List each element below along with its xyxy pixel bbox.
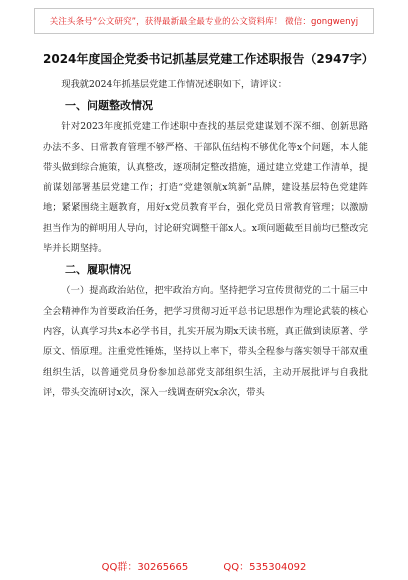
section-body-duties: （一）提高政治站位，把牢政治方向。坚持把学习宣传贯彻党的二十届三中全会精神作为首要政治任务，把学习贯彻习近平总书记思想作为理论武装的核心内容，认真学习共x本必学书目，扎实开展为期x天读书班，真正做到读原著、学原文、悟原理。注重党性锤炼，坚持以上率下，带头全程参与落实领导干部双重组织生活，以普通党员身份参加总部党支部组织生活，主动开展批评与自我批评，带头交流研讨x次，深入一线调查研究x余次，带头	[43, 285, 368, 398]
document-page	[43, 50, 374, 403]
banner-text: 关注头条号“公文研究”，获得最新最全最专业的公文资料库！ 微信：gongwenyj	[49, 17, 359, 27]
footer-contact	[0, 558, 408, 573]
document-title: 2024年度国企党委书记抓基层党建工作述职报告（2947字）	[43, 52, 374, 66]
header-banner	[34, 8, 374, 34]
footer-qq-group: QQ群：30265665	[101, 562, 189, 573]
intro-paragraph: 现我就2024年抓基层党建工作情况述职如下，请评议：	[61, 79, 287, 90]
section-heading-duties: 二、履职情况	[65, 263, 131, 277]
section-heading-problems: 一、问题整改情况	[65, 99, 153, 113]
section-body-problems: 针对2023年度抓党建工作述职中查找的基层党建谋划不深不细、创新思路办法不多、日常教育管理不够严格、干部队伍结构不够优化等x个问题，本人能带头做到综合施策，认真整改，逐项制定整改措施，通过建立党建工作清单，提前谋划部署基层党建工作；打造“党建领航x筑新”品牌，建设基层特色党建阵地；紧紧围绕主题教育，用好x党员教育平台，强化党员日常教育管理；以激励担当作为的鲜明用人导向，讨论研究调整干部x人。x项问题截至目前均已整改完毕并长期坚持。	[43, 121, 368, 255]
footer-qq: QQ：535304092	[223, 562, 307, 573]
